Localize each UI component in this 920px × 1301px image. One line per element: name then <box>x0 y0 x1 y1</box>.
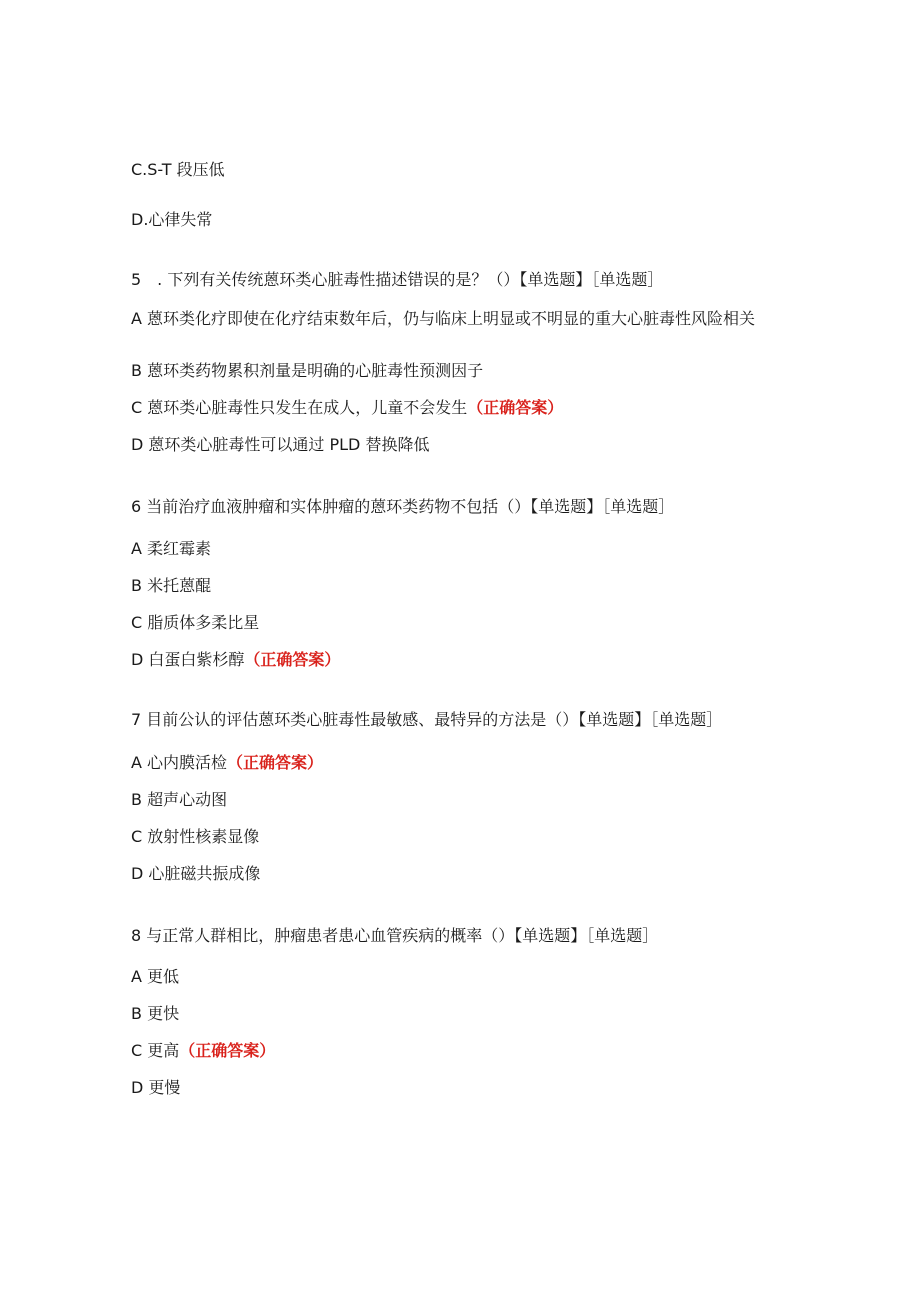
question-8-option-c <box>131 1040 275 1062</box>
question-7-option-a <box>131 752 323 774</box>
option-text: C 更高 <box>131 1041 180 1060</box>
question-5-option-d <box>131 434 429 456</box>
option-text: C 脂质体多柔比星 <box>131 613 260 632</box>
question-6-stem: 6 当前治疗血液肿瘤和实体肿瘤的蒽环类药物不包括（）【单选题】［单选题］ <box>131 497 675 516</box>
option-text: D 蒽环类心脏毒性可以通过 PLD 替换降低 <box>131 435 430 454</box>
question-5-stem: 5 . 下列有关传统蒽环类心脏毒性描述错误的是？（）【单选题】［单选题］ <box>131 270 664 289</box>
correct-answer-mark: （正确答案） <box>227 753 324 772</box>
question-6-option-a <box>131 538 211 560</box>
option-text: C 蒽环类心脏毒性只发生在成人，儿童不会发生 <box>131 398 468 417</box>
question-6-option-c <box>131 612 259 634</box>
question-5-option-b <box>131 360 483 382</box>
question-8-option-b <box>131 1003 179 1025</box>
option-text: D 心脏磁共振成像 <box>131 864 261 883</box>
correct-answer-mark: （正确答案） <box>467 398 564 417</box>
option-text: A 心内膜活检 <box>131 753 228 772</box>
option-text: D 白蛋白紫杉醇 <box>131 650 245 669</box>
option-d-prev: D.心律失常 <box>131 210 213 229</box>
option-text: B 更快 <box>131 1004 180 1023</box>
option-text: A 柔红霉素 <box>131 539 212 558</box>
option-text: D 更慢 <box>131 1078 181 1097</box>
question-8-stem: 8 与正常人群相比，肿瘤患者患心血管疾病的概率（）【单选题】［单选题］ <box>131 926 659 945</box>
question-5-option-c <box>131 397 563 419</box>
question-6-option-d <box>131 649 340 671</box>
option-c-prev: C.S-T 段压低 <box>131 160 225 179</box>
question-7-option-c <box>131 826 259 848</box>
question-7-option-d <box>131 863 260 885</box>
option-text: C 放射性核素显像 <box>131 827 260 846</box>
option-text: A 更低 <box>131 967 180 986</box>
question-7-option-b <box>131 789 227 811</box>
correct-answer-mark: （正确答案） <box>244 650 341 669</box>
option-text: B 米托蒽醌 <box>131 576 212 595</box>
question-7-stem: 7 目前公认的评估蒽环类心脏毒性最敏感、最特异的方法是（）【单选题】［单选题］ <box>131 710 723 729</box>
option-text: A 蒽环类化疗即使在化疗结束数年后，仍与临床上明显或不明显的重大心脏毒性风险相关 <box>131 309 756 328</box>
correct-answer-mark: （正确答案） <box>179 1041 276 1060</box>
option-text: B 蒽环类药物累积剂量是明确的心脏毒性预测因子 <box>131 361 484 380</box>
option-text: B 超声心动图 <box>131 790 228 809</box>
question-8-option-a <box>131 966 179 988</box>
question-5-option-a <box>131 306 791 331</box>
question-8-option-d <box>131 1077 180 1099</box>
question-6-option-b <box>131 575 211 597</box>
